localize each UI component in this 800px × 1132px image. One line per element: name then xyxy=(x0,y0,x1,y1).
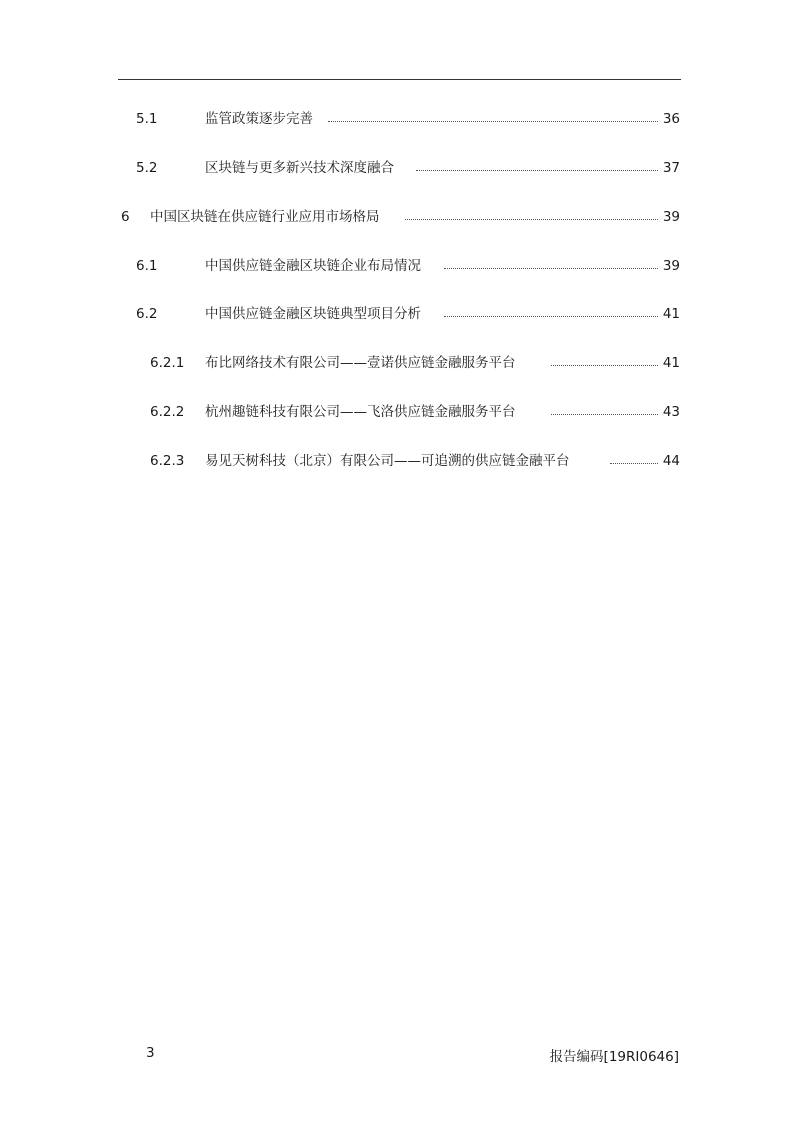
toc-entry-page: 39 xyxy=(662,258,680,274)
toc-entry-number: 6.1 xyxy=(136,258,158,274)
toc-entry-title: 区块链与更多新兴技术深度融合 xyxy=(205,160,394,176)
toc-entry-6-1[interactable] xyxy=(0,255,800,277)
toc-entry-page: 37 xyxy=(662,160,680,176)
toc-entry-title: 监管政策逐步完善 xyxy=(205,111,313,127)
toc-entry-page: 41 xyxy=(662,306,680,322)
toc-entry-number: 6.2 xyxy=(136,306,158,322)
toc-leader-dots xyxy=(610,463,658,464)
footer-report-code: 报告编码[19RI0646] xyxy=(549,1049,679,1065)
toc-leader-dots xyxy=(551,365,658,366)
toc-leader-dots xyxy=(444,316,658,317)
toc-entry-page: 44 xyxy=(662,453,680,469)
toc-entry-title: 中国区块链在供应链行业应用市场格局 xyxy=(150,209,380,225)
toc-entry-5-1[interactable] xyxy=(0,108,800,130)
toc-leader-dots xyxy=(416,170,658,171)
toc-entry-page: 43 xyxy=(662,404,680,420)
toc-entry-title: 杭州趣链科技有限公司——飞洛供应链金融服务平台 xyxy=(205,404,516,420)
footer-page-number: 3 xyxy=(146,1045,155,1061)
toc-entry-title: 中国供应链金融区块链企业布局情况 xyxy=(205,258,421,274)
toc-entry-6-2-2[interactable] xyxy=(0,401,800,423)
toc-entry-6-2-3[interactable] xyxy=(0,450,800,472)
toc-entry-page: 36 xyxy=(662,111,680,127)
toc-entry-number: 6.2.1 xyxy=(150,355,185,371)
toc-entry-title: 中国供应链金融区块链典型项目分析 xyxy=(205,306,421,322)
toc-entry-title: 布比网络技术有限公司——壹诺供应链金融服务平台 xyxy=(205,355,516,371)
toc-entry-6[interactable] xyxy=(0,206,800,228)
toc-leader-dots xyxy=(405,219,658,220)
toc-entry-number: 6.2.2 xyxy=(150,404,185,420)
header-rule xyxy=(118,79,681,80)
toc-entry-title: 易见天树科技（北京）有限公司——可追溯的供应链金融平台 xyxy=(205,453,570,469)
toc-entry-number: 5.1 xyxy=(136,111,158,127)
toc-entry-6-2-1[interactable] xyxy=(0,352,800,374)
toc-leader-dots xyxy=(328,121,658,122)
toc-leader-dots xyxy=(444,268,658,269)
toc-entry-page: 41 xyxy=(662,355,680,371)
toc-entry-number: 6.2.3 xyxy=(150,453,185,469)
toc-leader-dots xyxy=(551,414,658,415)
toc-entry-page: 39 xyxy=(662,209,680,225)
toc-entry-number: 5.2 xyxy=(136,160,158,176)
toc-entry-5-2[interactable] xyxy=(0,157,800,179)
toc-entry-6-2[interactable] xyxy=(0,303,800,325)
toc-entry-number: 6 xyxy=(121,209,130,225)
